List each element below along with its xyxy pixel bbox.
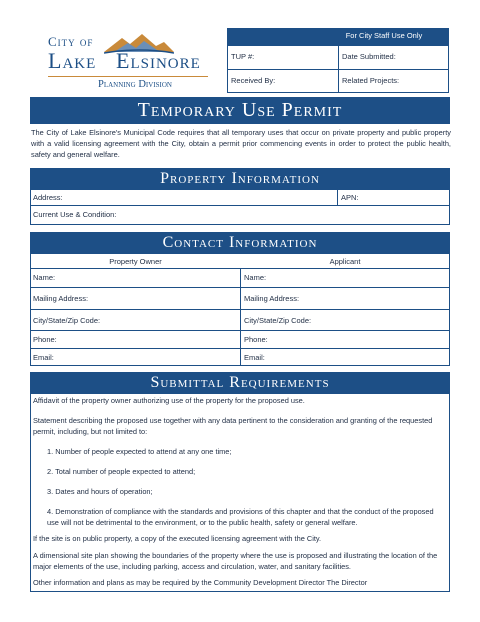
owner-phone-field[interactable]: Phone: bbox=[33, 335, 57, 344]
contact-col-divider bbox=[240, 268, 241, 365]
applicant-phone-field[interactable]: Phone: bbox=[244, 335, 268, 344]
logo-elsinore: Elsinore bbox=[116, 48, 201, 73]
logo-city-of: City of bbox=[48, 34, 94, 49]
submittal-site-plan: A dimensional site plan showing the boundaries of the property where the use is proposed and illustrating the location of the major elements of the use, including parking, access and circulation, water, and sanitary facilities. bbox=[33, 551, 438, 571]
contact-line-5 bbox=[31, 348, 449, 349]
staff-use-header bbox=[228, 29, 448, 46]
owner-email-field[interactable]: Email: bbox=[33, 353, 54, 362]
submittal-statement: Statement describing the proposed use together with any data pertinent to the consideration and granting of the requested permit, including, but not limited to: bbox=[33, 416, 433, 436]
applicant-email-field[interactable]: Email: bbox=[244, 353, 265, 362]
page-title-bar bbox=[30, 97, 450, 124]
staff-use-box bbox=[227, 28, 449, 93]
property-info-box bbox=[30, 190, 450, 225]
submittal-box bbox=[30, 394, 450, 592]
property-info-header bbox=[30, 168, 450, 190]
submittal-other-info: Other information and plans as may be required by the Community Development Director The Director bbox=[33, 578, 368, 587]
submittal-header bbox=[30, 372, 450, 394]
submittal-public-property: If the site is on public property, a copy of the executed licensing agreement with the City. bbox=[33, 534, 322, 543]
property-owner-col-header: Property Owner bbox=[109, 257, 162, 266]
intro-paragraph: The City of Lake Elsinore's Municipal Code requires that all temporary uses that occur on private property and public property with a valid licensing agreement with the City, obtain a permit prior commencing events in order to protect the public health, safety and general welfare. bbox=[31, 128, 451, 159]
applicant-mailing-field[interactable]: Mailing Address: bbox=[244, 294, 300, 303]
applicant-city-field[interactable]: City/State/Zip Code: bbox=[244, 316, 312, 325]
apn-divider bbox=[337, 190, 338, 205]
contact-info-box bbox=[30, 254, 450, 366]
staff-divider-h bbox=[228, 69, 448, 70]
submittal-item-1: 1. Number of people expected to attend at any one time; bbox=[47, 447, 232, 456]
owner-mailing-field[interactable]: Mailing Address: bbox=[33, 294, 89, 303]
tup-field[interactable]: TUP #: bbox=[231, 52, 255, 61]
city-logo bbox=[48, 34, 218, 96]
page-title: Temporary Use Permit bbox=[137, 99, 343, 121]
contact-line-2 bbox=[31, 287, 449, 288]
received-by-field[interactable]: Received By: bbox=[231, 76, 276, 85]
submittal-item-3: 3. Dates and hours of operation; bbox=[47, 487, 153, 496]
contact-line-1 bbox=[31, 268, 449, 269]
related-projects-field[interactable]: Related Projects: bbox=[342, 76, 400, 85]
property-info-title: Property Information bbox=[160, 170, 320, 187]
property-divider bbox=[31, 205, 449, 206]
current-use-field[interactable]: Current Use & Condition: bbox=[33, 210, 117, 219]
submittal-title: Submittal Requirements bbox=[150, 374, 330, 391]
owner-name-field[interactable]: Name: bbox=[33, 273, 56, 282]
applicant-name-field[interactable]: Name: bbox=[244, 273, 267, 282]
logo-planning-division: Planning Division bbox=[98, 79, 172, 90]
date-submitted-field[interactable]: Date Submitted: bbox=[342, 52, 396, 61]
submittal-item-2: 2. Total number of people expected to attend; bbox=[47, 467, 196, 476]
contact-info-title: Contact Information bbox=[162, 234, 318, 251]
logo-underline bbox=[48, 76, 208, 77]
apn-field[interactable]: APN: bbox=[341, 193, 359, 202]
contact-line-4 bbox=[31, 330, 449, 331]
contact-info-header bbox=[30, 232, 450, 254]
address-field[interactable]: Address: bbox=[33, 193, 63, 202]
logo-lake: Lake bbox=[48, 48, 97, 73]
owner-city-field[interactable]: City/State/Zip Code: bbox=[33, 316, 101, 325]
contact-line-3 bbox=[31, 309, 449, 310]
staff-use-title: For City Staff Use Only bbox=[345, 31, 423, 40]
applicant-col-header: Applicant bbox=[329, 257, 361, 266]
submittal-affidavit: Affidavit of the property owner authorizing use of the property for the proposed use. bbox=[33, 396, 305, 405]
submittal-item-4: 4. Demonstration of compliance with the standards and provisions of this chapter and that the conduct of the proposed use will not be detrimental to the environment, or to the public health, safety or general welfare. bbox=[47, 507, 434, 527]
